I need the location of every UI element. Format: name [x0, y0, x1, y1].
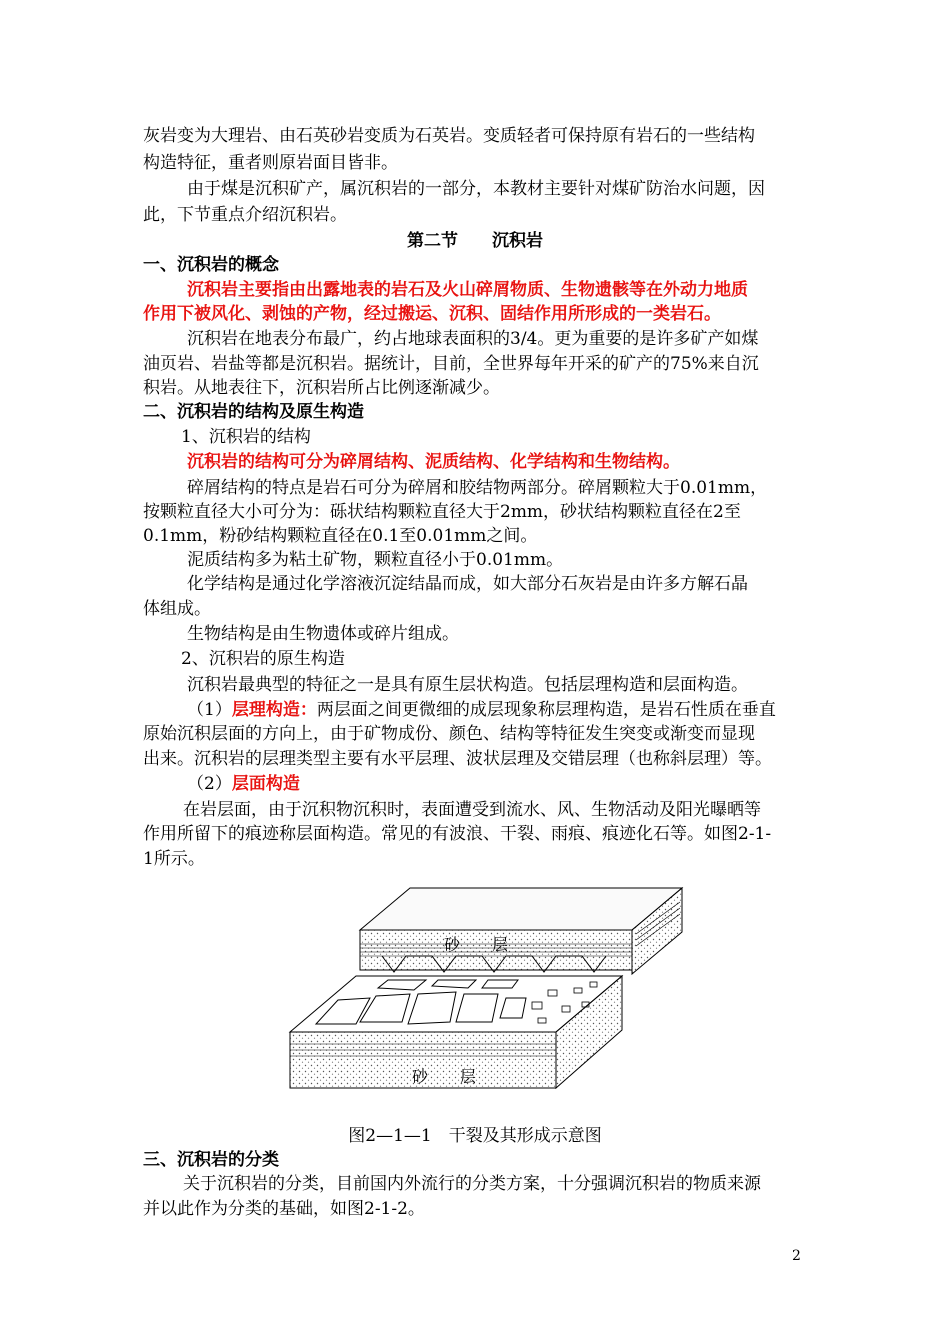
heading-classification: 三、沉积岩的分类: [143, 1150, 279, 1170]
item-number: （1）: [187, 700, 232, 720]
heading-concept: 一、沉积岩的概念: [143, 255, 279, 275]
text-line: 碎屑结构的特点是岩石可分为碎屑和胶结物两部分。碎屑颗粒大于0.01mm，: [187, 478, 768, 498]
text-line: 作用下被风化、剥蚀的产物，经过搬运、沉积、固结作用所形成的一类岩石。: [143, 304, 721, 324]
text-line: 出来。沉积岩的层理类型主要有水平层理、波状层理及交错层理（也称斜层理）等。: [143, 749, 772, 769]
figure-caption: 图2—1—1 干裂及其形成示意图: [348, 1126, 602, 1146]
text-line: 沉积岩主要指由出露地表的岩石及火山碎屑物质、生物遗骸等在外动力地质: [187, 280, 748, 300]
text-line: 0.1mm，粉砂结构颗粒直径在0.1至0.01mm之间。: [143, 526, 538, 546]
subheading-primary-structure: 2、沉积岩的原生构造: [181, 649, 345, 669]
text-line: 在岩层面，由于沉积物沉积时，表面遭受到流水、风、生物活动及阳光曝晒等: [183, 800, 761, 820]
text-line: 体组成。: [143, 599, 211, 619]
paragraph-biological: 生物结构是由生物遗体或碎片组成。: [187, 624, 459, 644]
term-surface: 层面构造: [231, 774, 300, 794]
text-line: 构造特征，重者则原岩面目皆非。: [143, 153, 398, 173]
text-line: 灰岩变为大理岩、由石英砂岩变质为石英岩。变质轻者可保持原有岩石的一些结构: [143, 126, 755, 146]
term-bedding: 层理构造：: [231, 700, 317, 720]
text-line: 关于沉积岩的分类，目前国内外流行的分类方案，十分强调沉积岩的物质来源: [183, 1174, 761, 1194]
text-line: 1所示。: [143, 849, 205, 869]
page-number: 2: [792, 1248, 801, 1264]
text-line: 此，下节重点介绍沉积岩。: [143, 205, 347, 225]
text-line: 化学结构是通过化学溶液沉淀结晶而成，如大部分石灰岩是由许多方解石晶: [187, 574, 748, 594]
text-span: 两层面之间更微细的成层现象称层理构造，是岩石性质在垂直: [316, 700, 776, 720]
structure-types-text: 沉积岩的结构可分为碎屑结构、泥质结构、化学结构和生物结构。: [187, 452, 680, 472]
text-line: 油页岩、岩盐等都是沉积岩。据统计，目前，全世界每年开采的矿产的75%来自沉: [143, 354, 759, 374]
text-line: 积岩。从地表往下，沉积岩所占比例逐渐减少。: [143, 378, 500, 398]
section-title: 第二节 沉积岩: [407, 231, 543, 251]
subitem-surface: [187, 772, 300, 796]
text-line: 按颗粒直径大小可分为：砾状结构颗粒直径大于2mm，砂状结构颗粒直径在2至: [143, 502, 741, 522]
heading-structure: 二、沉积岩的结构及原生构造: [143, 402, 364, 422]
item-number: （2）: [187, 774, 232, 794]
text-line: 沉积岩在地表分布最广，约占地球表面积的3/4。更为重要的是许多矿产如煤: [187, 329, 759, 349]
upper-sand-layer: [360, 888, 682, 974]
paragraph-mud: 泥质结构多为粘土矿物，颗粒直径小于0.01mm。: [187, 550, 564, 570]
text-line: 并以此作为分类的基础，如图2-1-2。: [143, 1199, 425, 1219]
text-line: 由于煤是沉积矿产，属沉积岩的一部分，本教材主要针对煤矿防治水问题，因: [187, 179, 765, 199]
upper-layer-label: 砂 层: [444, 937, 509, 954]
text-line: [187, 698, 776, 722]
text-line: 原始沉积层面的方向上，由于矿物成份、颜色、结构等特征发生突变或渐变而显现: [143, 724, 755, 744]
subheading-structure: 1、沉积岩的结构: [181, 427, 311, 447]
lower-layer-label: 砂 层: [412, 1069, 477, 1086]
paragraph-layer-intro: 沉积岩最典型的特征之一是具有原生层状构造。包括层理构造和层面构造。: [187, 675, 748, 695]
lower-cracked-layer: [290, 976, 622, 1088]
desiccation-crack-figure: [286, 884, 686, 1090]
text-line: 作用所留下的痕迹称层面构造。常见的有波浪、干裂、雨痕、痕迹化石等。如图2-1-: [143, 824, 772, 844]
